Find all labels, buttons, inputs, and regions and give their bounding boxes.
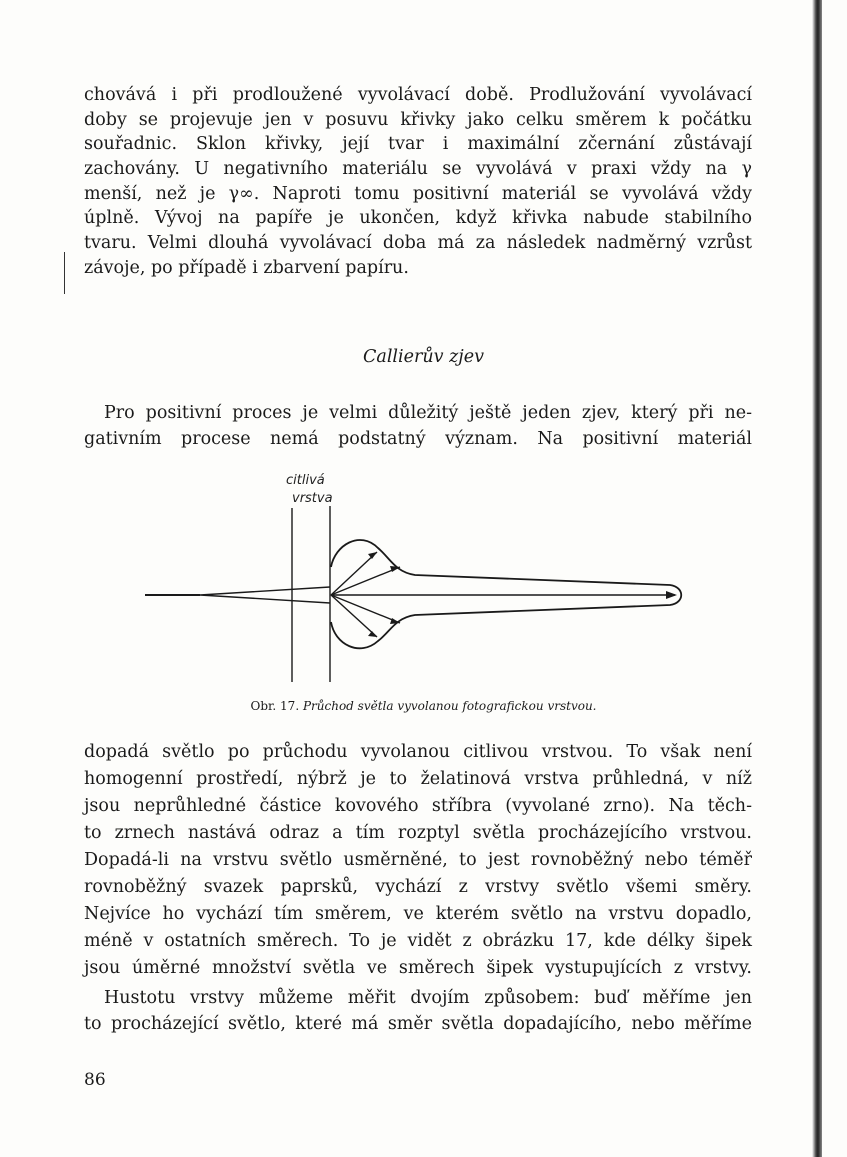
text-line: závoje, po případě i zbarvení papíru. (84, 258, 409, 278)
text-line: tvaru. Velmi dlouhá vyvolávací doba má za následek nadměrný vzrůst (84, 233, 752, 253)
text-line: doby se projevuje jen v posuvu křivky jako celku směrem k počátku (84, 110, 752, 130)
scatter-arrows (331, 552, 675, 637)
text-line: Nejvíce ho vychází tím směrem, ve kterém světlo na vrstvu dopadlo, (84, 904, 752, 924)
scan-edge (812, 0, 822, 1157)
figure-caption (0, 699, 847, 713)
text-line: dopadá světlo po průchodu vyvolanou citlivou vrstvou. To však není (84, 742, 752, 762)
text-line: jsou neprůhledné částice kovového stříbra (vyvolané zrno). Na těch- (84, 796, 752, 816)
text-line: to zrnech nastává odraz a tím rozptyl světla procházejícího vrstvou. (84, 823, 752, 843)
text-line: zachovány. U negativního materiálu se vyvolává v praxi vždy na γ (84, 159, 752, 179)
text-line: méně v ostatních směrech. To je vidět z obrázku 17, kde délky šipek (84, 931, 752, 951)
text-line: úplně. Vývoj na papíře je ukončen, když křivka nabude stabilního (84, 208, 752, 228)
text-line: homogenní prostředí, nýbrž je to želatinová vrstva průhledná, v níž (84, 769, 752, 789)
caption-number: Obr. 17. (250, 699, 300, 713)
text-line: jsou úměrné množství světla ve směrech šipek vystupujících z vrstvy. (84, 958, 752, 978)
scattering-envelope (331, 540, 681, 648)
text-line: menší, než je γ∞. Naproti tomu positivní materiál se vyvolává vždy (84, 184, 752, 204)
text-line: gativním procese nemá podstatný význam. Na positivní materiál (84, 429, 752, 449)
section-heading: Callierův zjev (363, 347, 484, 367)
text-line: Dopadá-li na vrstvu světlo usměrněné, to jest rovnoběžný nebo téměř (84, 850, 752, 870)
incident-cone (200, 587, 330, 603)
text-line: Hustotu vrstvy můžeme měřit dvojím způsobem: buď měříme jen (104, 988, 752, 1008)
figure-label-line2: vrstva (292, 491, 333, 506)
caption-text: Průchod světla vyvolanou fotografickou vrstvou. (302, 699, 597, 713)
text-line: chovává i při prodloužené vyvolávací době. Prodlužování vyvolávací (84, 85, 752, 105)
figure-light-scattering (140, 460, 700, 695)
text-line: to procházející světlo, které má směr světla dopadajícího, nebo měříme (84, 1014, 752, 1034)
text-line: souřadnic. Sklon křivky, její tvar i maximální zčernání zůstávají (84, 134, 752, 154)
pencil-margin-mark (64, 252, 65, 294)
text-line: Pro positivní proces je velmi důležitý ještě jeden zjev, který při ne- (104, 403, 752, 423)
page-number: 86 (84, 1070, 106, 1090)
figure-label-line1: citlivá (286, 473, 325, 488)
text-line: rovnoběžný svazek paprsků, vychází z vrstvy světlo všemi směry. (84, 877, 752, 897)
